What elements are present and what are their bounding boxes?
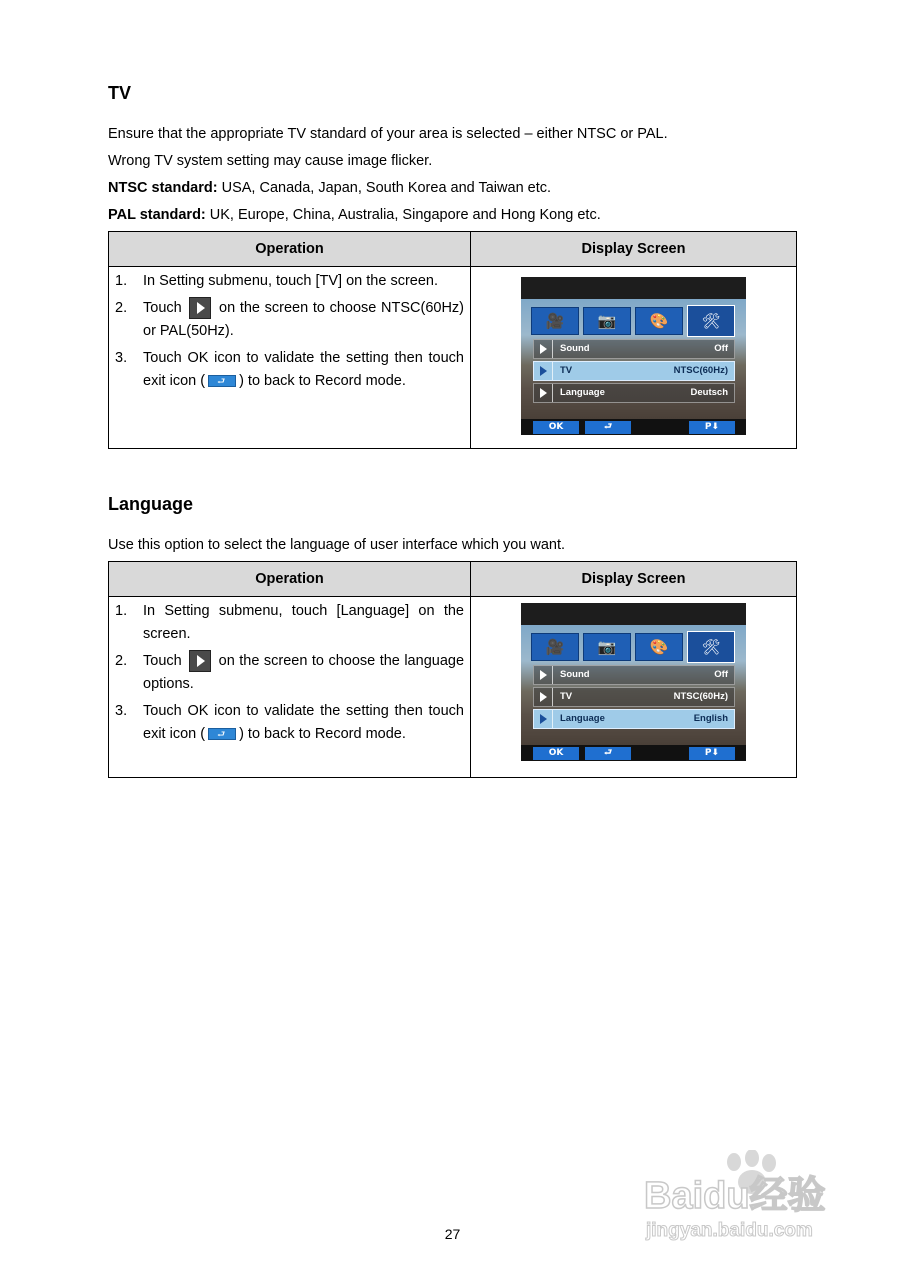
camera-icon[interactable]: 📷 <box>583 633 631 661</box>
exit-button[interactable]: ⮐ <box>585 747 631 760</box>
tv-row-tv[interactable]: TV NTSC(60Hz) <box>533 361 735 381</box>
watermark-brand: Baidu经验 <box>644 1175 826 1217</box>
lang-bottom-bar <box>521 745 746 761</box>
ntsc-label: NTSC standard: <box>108 180 218 196</box>
lang-row-sound[interactable]: Sound Off <box>533 665 735 685</box>
tv-heading: TV <box>108 83 132 103</box>
language-intro: Use this option to select the language of user interface which you want. <box>108 537 566 553</box>
tv-intro-line2: Wrong TV system setting may cause image flicker. <box>108 153 433 169</box>
tv-bottom-bar <box>521 419 746 435</box>
page-number: 27 <box>444 1226 461 1242</box>
play-icon <box>534 666 553 684</box>
play-icon <box>189 650 211 672</box>
play-icon <box>189 297 211 319</box>
ok-button[interactable]: OK <box>533 421 579 434</box>
language-heading: Language <box>108 494 194 514</box>
watermark-url: jingyan.baidu.com <box>646 1220 813 1241</box>
lang-col-operation: Operation <box>109 562 471 597</box>
ntsc-text: USA, Canada, Japan, South Korea and Taiwan etc. <box>217 180 552 196</box>
lang-step-3: 3. Touch OK icon to validate the setting then touch exit icon (⮐ ) to back to Record mode. <box>115 700 464 746</box>
page-down-button[interactable]: P⬇ <box>689 421 735 434</box>
lang-row-language[interactable]: Language English <box>533 709 735 729</box>
movie-icon[interactable]: 🎥 <box>531 633 579 661</box>
exit-icon <box>208 728 236 740</box>
camera-icon[interactable]: 📷 <box>583 307 631 335</box>
palette-icon[interactable]: 🎨 <box>635 633 683 661</box>
tv-intro-line1: Ensure that the appropriate TV standard of your area is selected – either NTSC or PAL. <box>108 126 668 142</box>
play-icon <box>534 362 553 380</box>
play-icon <box>534 340 553 358</box>
tv-step-3: 3. Touch OK icon to validate the setting then touch exit icon (⮐ ) to back to Record mode. <box>115 347 464 393</box>
tv-operation-table <box>108 231 797 449</box>
pal-standard-line <box>108 207 601 223</box>
ok-button[interactable]: OK <box>533 747 579 760</box>
settings-icon[interactable]: 🛠 <box>687 631 735 663</box>
tv-step-1: 1. In Setting submenu, touch [TV] on the screen. <box>115 273 439 289</box>
exit-button[interactable]: ⮐ <box>585 421 631 434</box>
lang-step-1: 1. In Setting submenu, touch [Language] on the screen. <box>115 603 464 642</box>
tv-display-cell <box>471 267 797 449</box>
tv-camera-screen <box>521 277 746 435</box>
play-icon <box>534 384 553 402</box>
page-down-button[interactable]: P⬇ <box>689 747 735 760</box>
language-operation-table <box>108 561 797 778</box>
pal-text: UK, Europe, China, Australia, Singapore and Hong Kong etc. <box>205 207 601 223</box>
tv-menu-icons <box>531 307 736 335</box>
palette-icon[interactable]: 🎨 <box>635 307 683 335</box>
tv-row-sound[interactable]: Sound Off <box>533 339 735 359</box>
lang-display-cell <box>471 597 797 778</box>
exit-icon <box>208 375 236 387</box>
tv-steps-cell <box>109 267 471 449</box>
lang-row-tv[interactable]: TV NTSC(60Hz) <box>533 687 735 707</box>
lang-menu-icons <box>531 633 736 661</box>
settings-icon[interactable]: 🛠 <box>687 305 735 337</box>
play-icon <box>534 710 553 728</box>
tv-col-display: Display Screen <box>471 232 797 267</box>
lang-camera-screen <box>521 603 746 761</box>
ntsc-standard-line <box>108 180 551 196</box>
tv-row-language[interactable]: Language Deutsch <box>533 383 735 403</box>
lang-steps-cell <box>109 597 471 778</box>
tv-step-2: 2. Touch on the screen to choose NTSC(60Hz) or PAL(50Hz). <box>115 297 464 343</box>
pal-label: PAL standard: <box>108 207 206 223</box>
lang-col-display: Display Screen <box>471 562 797 597</box>
lang-step-2: 2. Touch on the screen to choose the language options. <box>115 650 464 696</box>
movie-icon[interactable]: 🎥 <box>531 307 579 335</box>
tv-steps <box>109 267 470 393</box>
lang-steps <box>109 597 470 746</box>
tv-col-operation: Operation <box>109 232 471 267</box>
play-icon <box>534 688 553 706</box>
